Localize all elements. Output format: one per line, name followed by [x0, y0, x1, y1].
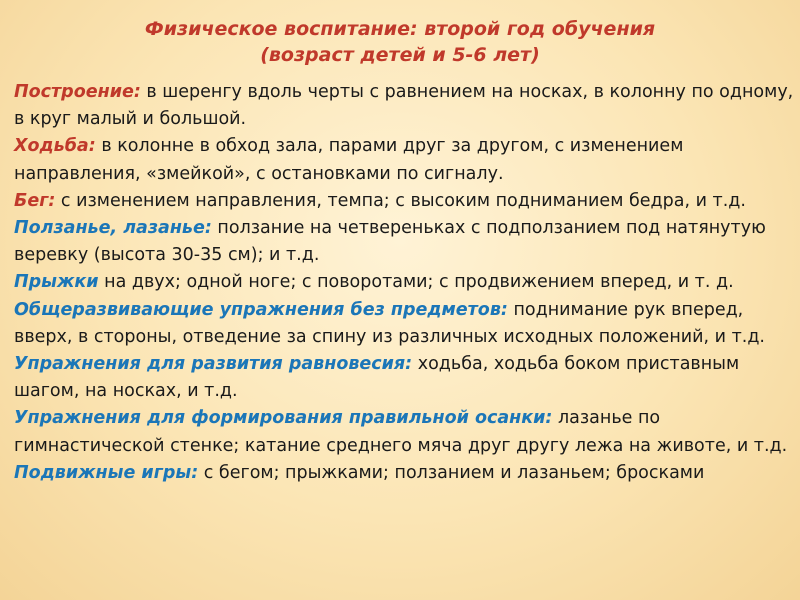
list-item	[14, 351, 800, 405]
item-heading: Построение:	[14, 82, 141, 102]
item-heading: Ходьба:	[14, 136, 96, 157]
item-heading: Прыжки	[14, 272, 99, 293]
list-item	[14, 188, 800, 215]
list-item	[14, 460, 800, 487]
item-heading: Бег:	[14, 190, 56, 211]
item-heading: Ползанье, лазанье:	[14, 218, 212, 239]
list-item	[14, 133, 800, 187]
slide-title	[0, 16, 800, 68]
title-line-1: Физическое воспитание: второй год обучения	[144, 18, 656, 40]
content-list	[14, 79, 800, 487]
item-text: ходьба, ходьба боком приставным шагом, на носках, и т.д.	[14, 354, 740, 402]
list-item	[14, 405, 800, 459]
item-heading: Упражнения для развития равновесия:	[14, 354, 413, 375]
item-heading: Упражнения для формирования правильной осанки:	[14, 408, 553, 429]
item-heading: Подвижные игры:	[14, 462, 199, 483]
item-text: с бегом; прыжками; ползанием и лазаньем; бросками	[198, 462, 705, 483]
list-item	[14, 269, 800, 296]
item-text: с изменением направления, темпа; с высоким подниманием бедра, и т.д.	[55, 190, 746, 211]
item-text: лазанье по гимнастической стенке; катание среднего мяча друг другу лежа на животе, и т.д.	[14, 408, 788, 456]
item-text: ползание на четвереньках с подползанием под натянутую веревку (высота 30-35 см); и т.д.	[14, 218, 766, 266]
item-text: в шеренгу вдоль черты с равнением на носках, в колонну по одному, в круг малый и большой.	[14, 82, 794, 130]
list-item	[14, 215, 800, 269]
item-text: в колонне в обход зала, парами друг за другом, с изменением направления, «змейкой», с остановками по сигналу.	[14, 136, 684, 184]
item-text: поднимание рук вперед, вверх, в стороны, отведение за спину из различных исходных положений, и т.д.	[14, 299, 765, 347]
title-line-2: (возраст детей и 5-6 лет)	[260, 44, 540, 66]
list-item	[14, 297, 800, 351]
item-text: на двух; одной ноге; с поворотами; с продвижением вперед, и т. д.	[98, 272, 734, 293]
list-item	[14, 79, 800, 133]
item-heading: Общеразвивающие упражнения без предметов:	[14, 299, 508, 320]
